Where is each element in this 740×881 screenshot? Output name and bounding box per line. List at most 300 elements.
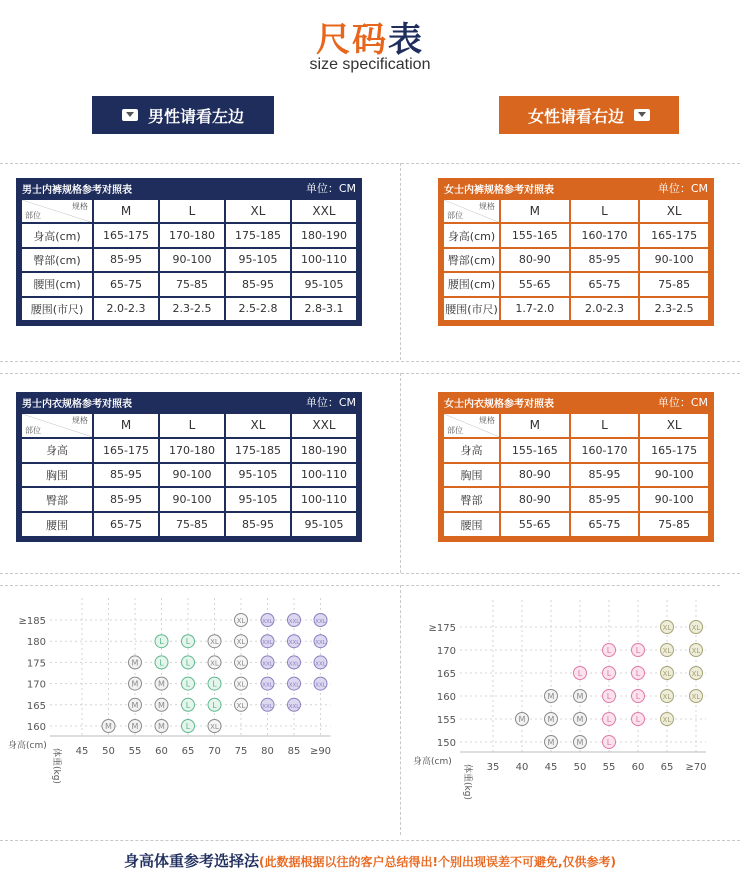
y-axis-label: 身高(cm)	[413, 757, 452, 767]
size-point-label: XL	[236, 680, 246, 689]
size-point-xxl	[261, 677, 274, 690]
size-point-label: M	[131, 679, 139, 689]
x-tick-label: 50	[102, 746, 115, 757]
table-cell: 165-175	[94, 439, 158, 462]
size-point-l	[632, 713, 645, 726]
x-tick-label: 55	[602, 762, 616, 773]
y-axis-label: 身高(cm)	[8, 741, 47, 751]
size-point-label: M	[576, 738, 584, 747]
table-column-header: XL	[226, 200, 290, 222]
size-point-label: XXL	[262, 703, 273, 710]
table-cell: 90-100	[640, 488, 708, 511]
size-point-m	[155, 677, 168, 690]
table-cell: 165-175	[640, 224, 708, 246]
size-point-m	[574, 736, 587, 749]
size-point-xxl	[314, 614, 327, 627]
size-point-l	[603, 644, 616, 657]
table-cell: 95-105	[226, 249, 290, 271]
table-column-header: L	[160, 414, 224, 437]
size-point-label: XL	[236, 701, 246, 710]
table-cell: 85-95	[94, 488, 158, 511]
men-underwear-size-table	[16, 392, 362, 542]
x-axis-label: 体重(kg)	[51, 748, 61, 784]
table-cell: 2.0-2.3	[571, 298, 639, 320]
x-tick-label: 45	[75, 746, 89, 757]
x-tick-label: 75	[234, 746, 248, 757]
page-title	[0, 12, 740, 61]
size-point-xl	[208, 720, 221, 733]
table-header	[438, 392, 714, 412]
size-point-label: XL	[691, 693, 701, 701]
women-button-label: 女性请看右边	[527, 106, 624, 126]
size-point-label: XXL	[262, 682, 273, 689]
table-grid	[444, 200, 708, 320]
table-cell: 1.7-2.0	[501, 298, 569, 320]
table-column-header: XL	[226, 414, 290, 437]
size-point-l	[603, 667, 616, 680]
table-cell: 85-95	[226, 273, 290, 295]
size-point-label: XL	[662, 670, 672, 678]
y-tick-label: 180	[26, 637, 46, 649]
size-point-l	[632, 644, 645, 657]
size-point-label: M	[518, 715, 526, 724]
size-point-label: M	[547, 692, 555, 701]
size-point-label: XL	[662, 624, 672, 632]
divider	[0, 840, 740, 841]
table-cell: 85-95	[226, 513, 290, 536]
size-point-label: L	[185, 679, 191, 689]
size-point-l	[182, 720, 195, 733]
x-tick-label: ≥70	[685, 762, 707, 773]
x-tick-label: ≥90	[309, 746, 332, 757]
size-point-l	[632, 667, 645, 680]
size-point-label: XXL	[262, 619, 273, 625]
table-cell: 90-100	[160, 249, 224, 271]
women-briefs-size-table	[438, 178, 714, 326]
table-cell: 65-75	[94, 513, 158, 536]
y-tick-label: 165	[26, 700, 46, 712]
size-point-xl	[690, 690, 703, 703]
size-point-xl	[661, 621, 674, 634]
table-row-label: 臀部(cm)	[22, 249, 92, 271]
y-tick-label: 175	[26, 658, 46, 670]
size-point-label: XXL	[288, 661, 300, 668]
size-point-xl	[235, 677, 248, 690]
size-point-l	[603, 690, 616, 703]
size-point-l	[155, 635, 168, 648]
size-point-l	[182, 635, 195, 648]
table-cell: 55-65	[501, 513, 569, 536]
size-point-label: XXL	[315, 619, 326, 625]
table-title: 男士内裤规格参考对照表	[22, 184, 132, 196]
table-row-label: 身高(cm)	[444, 224, 499, 246]
size-point-label: XXL	[288, 703, 300, 710]
footer-title: 身高体重参考选择法	[123, 852, 259, 870]
size-point-label: XL	[662, 647, 672, 655]
size-point-m	[574, 690, 587, 703]
size-point-label: XL	[662, 716, 672, 724]
men-briefs-size-table	[16, 178, 362, 326]
size-point-label: L	[577, 669, 583, 678]
size-point-xl	[235, 635, 248, 648]
divider	[400, 373, 401, 573]
size-point-label: L	[185, 637, 191, 647]
table-row-label: 胸围	[22, 464, 92, 487]
size-point-label: L	[212, 700, 217, 710]
table-cell: 95-105	[292, 273, 356, 295]
women-section-button[interactable]	[499, 96, 679, 134]
table-cell: 165-175	[640, 439, 708, 462]
table-row-label: 臀部	[444, 488, 499, 511]
men-height-weight-chart	[0, 590, 390, 815]
x-tick-label: 40	[515, 762, 529, 773]
x-tick-label: 70	[208, 746, 221, 757]
table-cell: 80-90	[501, 464, 569, 487]
page-subtitle: size specification	[309, 56, 431, 73]
table-unit: 单位：CM	[305, 182, 356, 195]
table-grid	[22, 414, 356, 536]
table-column-header: L	[571, 200, 639, 222]
table-row-label: 臀部(cm)	[444, 249, 499, 271]
size-point-xl	[661, 690, 674, 703]
footer-note: (此数据根据以往的客户总结得出!个别出现误差不可避免,仅供参考)	[259, 855, 617, 869]
table-cell: 100-110	[292, 488, 356, 511]
table-cell: 175-185	[226, 439, 290, 462]
size-point-m	[129, 656, 142, 669]
size-point-m	[574, 713, 587, 726]
size-point-xxl	[288, 698, 301, 711]
size-point-label: L	[159, 637, 164, 647]
size-point-xl	[690, 621, 703, 634]
size-point-label: XXL	[315, 661, 326, 668]
size-point-label: XL	[236, 659, 246, 668]
size-point-l	[603, 713, 616, 726]
size-point-label: L	[606, 738, 612, 747]
size-point-label: L	[606, 646, 612, 655]
table-cell: 85-95	[571, 249, 639, 271]
size-point-label: XXL	[262, 640, 273, 647]
size-point-xl	[690, 644, 703, 657]
table-cell: 90-100	[640, 249, 708, 271]
table-cell: 95-105	[292, 513, 356, 536]
divider	[400, 585, 401, 835]
size-point-l	[574, 667, 587, 680]
women-height-weight-chart	[405, 600, 725, 825]
corner-label-part: 部位	[25, 211, 41, 221]
size-point-label: XXL	[288, 640, 300, 647]
table-cell: 155-165	[501, 224, 569, 246]
size-point-label: L	[606, 692, 612, 701]
table-row-label: 腰围	[444, 513, 499, 536]
table-cell: 2.5-2.8	[226, 298, 290, 320]
size-point-label: XL	[210, 638, 219, 647]
arrow-down-icon	[122, 109, 138, 121]
size-point-label: XXL	[315, 682, 326, 689]
size-point-l	[182, 656, 195, 669]
size-point-label: XL	[210, 723, 219, 731]
title-part2: 表	[388, 20, 424, 60]
y-tick-label: ≥185	[18, 616, 46, 627]
size-point-label: L	[635, 715, 641, 724]
size-point-l	[208, 698, 221, 711]
y-tick-label: ≥175	[428, 623, 456, 634]
size-point-xxl	[288, 614, 301, 627]
size-point-label: XL	[236, 638, 246, 647]
size-point-xxl	[261, 635, 274, 648]
size-point-xl	[235, 698, 248, 711]
size-point-l	[155, 656, 168, 669]
table-cell: 175-185	[226, 224, 290, 246]
size-point-label: L	[185, 722, 191, 731]
footer-caption	[0, 850, 740, 871]
table-cell: 65-75	[94, 273, 158, 295]
size-point-xxl	[288, 635, 301, 648]
arrow-down-icon	[634, 109, 650, 121]
x-tick-label: 35	[486, 762, 500, 773]
table-cell: 85-95	[94, 464, 158, 487]
size-point-label: M	[158, 722, 165, 731]
table-cell: 160-170	[571, 224, 639, 246]
size-point-label: M	[105, 722, 112, 731]
corner-label-spec: 规格	[72, 202, 88, 211]
table-corner-cell	[444, 200, 499, 222]
table-cell: 170-180	[160, 224, 224, 246]
table-cell: 180-190	[292, 439, 356, 462]
women-underwear-size-table	[438, 392, 714, 542]
size-point-xxl	[261, 656, 274, 669]
table-cell: 90-100	[160, 488, 224, 511]
table-corner-cell	[22, 414, 92, 437]
size-point-xl	[690, 667, 703, 680]
size-point-label: L	[185, 658, 191, 668]
size-point-label: L	[606, 669, 612, 678]
corner-label-spec: 规格	[479, 416, 495, 425]
x-tick-label: 45	[544, 762, 558, 773]
size-point-xxl	[288, 656, 301, 669]
table-cell: 75-85	[640, 273, 708, 295]
corner-label-spec: 规格	[479, 202, 495, 211]
table-cell: 90-100	[160, 464, 224, 487]
table-cell: 80-90	[501, 488, 569, 511]
table-row-label: 腰围(市尺)	[22, 298, 92, 320]
table-column-header: M	[501, 200, 569, 222]
table-cell: 80-90	[501, 249, 569, 271]
size-point-label: XL	[236, 617, 246, 625]
table-column-header: XL	[640, 414, 708, 437]
size-point-label: XXL	[262, 661, 273, 668]
divider	[0, 163, 740, 164]
table-cell: 85-95	[571, 464, 639, 487]
table-grid	[22, 200, 356, 320]
x-tick-label: 50	[573, 762, 587, 773]
table-row-label: 身高	[444, 439, 499, 462]
table-header	[438, 178, 714, 198]
size-point-label: L	[212, 679, 217, 689]
table-cell: 100-110	[292, 464, 356, 487]
size-point-m	[102, 720, 115, 733]
size-point-xl	[235, 614, 248, 627]
table-cell: 90-100	[640, 464, 708, 487]
table-cell: 65-75	[571, 273, 639, 295]
size-point-m	[545, 736, 558, 749]
table-row-label: 腰围(cm)	[444, 273, 499, 295]
size-point-m	[155, 698, 168, 711]
size-point-l	[632, 690, 645, 703]
men-section-button[interactable]	[92, 96, 274, 134]
table-column-header: M	[94, 414, 158, 437]
size-point-label: M	[547, 738, 555, 747]
size-point-xl	[208, 656, 221, 669]
y-tick-label: 160	[26, 722, 46, 733]
size-point-label: XL	[691, 670, 701, 678]
size-point-xxl	[314, 677, 327, 690]
size-point-label: M	[131, 700, 139, 710]
divider	[0, 361, 740, 362]
size-point-label: L	[159, 658, 164, 668]
table-unit: 单位：CM	[657, 396, 708, 409]
size-point-xxl	[261, 698, 274, 711]
table-cell: 100-110	[292, 249, 356, 271]
size-point-m	[516, 713, 529, 726]
table-column-header: XL	[640, 200, 708, 222]
corner-label-part: 部位	[447, 211, 463, 221]
y-tick-label: 150	[436, 738, 456, 749]
divider	[0, 585, 720, 586]
men-button-label: 男性请看左边	[147, 106, 244, 126]
size-point-xl	[661, 713, 674, 726]
corner-label-part: 部位	[25, 425, 41, 435]
table-cell: 85-95	[94, 249, 158, 271]
size-point-m	[129, 677, 142, 690]
size-point-label: M	[576, 715, 584, 724]
divider	[0, 373, 740, 374]
table-corner-cell	[22, 200, 92, 222]
size-point-label: L	[185, 700, 191, 710]
table-column-header: L	[160, 200, 224, 222]
divider	[0, 573, 740, 574]
size-point-label: M	[158, 679, 165, 689]
corner-label-spec: 规格	[72, 416, 88, 425]
size-point-m	[545, 713, 558, 726]
x-tick-label: 65	[181, 746, 195, 757]
table-row-label: 腰围	[22, 513, 92, 536]
table-row-label: 身高	[22, 439, 92, 462]
table-cell: 165-175	[94, 224, 158, 246]
table-column-header: XXL	[292, 414, 356, 437]
table-cell: 2.0-2.3	[94, 298, 158, 320]
size-point-label: XXL	[315, 640, 326, 647]
x-tick-label: 60	[155, 746, 168, 757]
table-row-label: 腰围(市尺)	[444, 298, 499, 320]
table-row-label: 胸围	[444, 464, 499, 487]
table-row-label: 臀部	[22, 488, 92, 511]
size-point-label: L	[635, 669, 641, 678]
table-row-label: 身高(cm)	[22, 224, 92, 246]
table-unit: 单位：CM	[305, 396, 356, 409]
size-point-label: M	[547, 715, 555, 724]
table-cell: 55-65	[501, 273, 569, 295]
size-point-label: XXL	[288, 619, 300, 625]
table-cell: 75-85	[160, 273, 224, 295]
size-point-xxl	[314, 635, 327, 648]
table-title: 女士内裤规格参考对照表	[444, 184, 554, 196]
table-column-header: XXL	[292, 200, 356, 222]
table-corner-cell	[444, 414, 499, 437]
size-point-label: XXL	[288, 682, 300, 689]
table-unit: 单位：CM	[657, 182, 708, 195]
table-cell: 95-105	[226, 464, 290, 487]
y-tick-label: 160	[436, 692, 456, 703]
table-cell: 160-170	[571, 439, 639, 462]
table-cell: 85-95	[571, 488, 639, 511]
table-cell: 75-85	[640, 513, 708, 536]
size-point-m	[129, 720, 142, 733]
size-point-xl	[661, 667, 674, 680]
table-cell: 180-190	[292, 224, 356, 246]
table-cell: 95-105	[226, 488, 290, 511]
size-point-l	[182, 677, 195, 690]
size-point-xl	[661, 644, 674, 657]
table-column-header: L	[571, 414, 639, 437]
size-point-m	[545, 690, 558, 703]
table-cell: 2.8-3.1	[292, 298, 356, 320]
size-point-xxl	[288, 677, 301, 690]
divider	[400, 163, 401, 360]
x-axis-label: 体重(kg)	[462, 764, 472, 800]
table-title: 男士内衣规格参考对照表	[22, 398, 132, 410]
table-cell: 65-75	[571, 513, 639, 536]
y-tick-label: 170	[26, 679, 46, 691]
size-point-l	[603, 736, 616, 749]
table-cell: 2.3-2.5	[640, 298, 708, 320]
table-column-header: M	[501, 414, 569, 437]
size-point-label: L	[635, 646, 641, 655]
size-point-label: M	[158, 700, 165, 710]
x-tick-label: 65	[660, 762, 674, 773]
x-tick-label: 60	[631, 762, 645, 773]
corner-label-part: 部位	[447, 425, 463, 435]
x-tick-label: 80	[261, 746, 274, 757]
size-point-xxl	[261, 614, 274, 627]
y-tick-label: 165	[436, 669, 456, 680]
y-tick-label: 155	[436, 715, 456, 726]
size-point-m	[155, 720, 168, 733]
table-grid	[444, 414, 708, 536]
table-cell: 2.3-2.5	[160, 298, 224, 320]
size-point-xl	[208, 635, 221, 648]
table-title: 女士内衣规格参考对照表	[444, 398, 554, 410]
size-point-label: M	[576, 692, 584, 701]
size-point-label: L	[606, 715, 612, 724]
size-point-xl	[235, 656, 248, 669]
table-header	[16, 392, 362, 412]
size-point-label: M	[131, 722, 139, 731]
size-point-m	[129, 698, 142, 711]
size-point-label: XL	[691, 647, 701, 655]
x-tick-label: 85	[287, 746, 301, 757]
table-cell: 155-165	[501, 439, 569, 462]
size-point-l	[182, 698, 195, 711]
size-point-xxl	[314, 656, 327, 669]
size-point-label: XL	[662, 693, 672, 701]
table-header	[16, 178, 362, 198]
x-tick-label: 55	[128, 746, 142, 757]
size-point-label: M	[131, 658, 139, 668]
table-row-label: 腰围(cm)	[22, 273, 92, 295]
size-point-l	[208, 677, 221, 690]
table-column-header: M	[94, 200, 158, 222]
size-point-label: XL	[210, 659, 219, 668]
